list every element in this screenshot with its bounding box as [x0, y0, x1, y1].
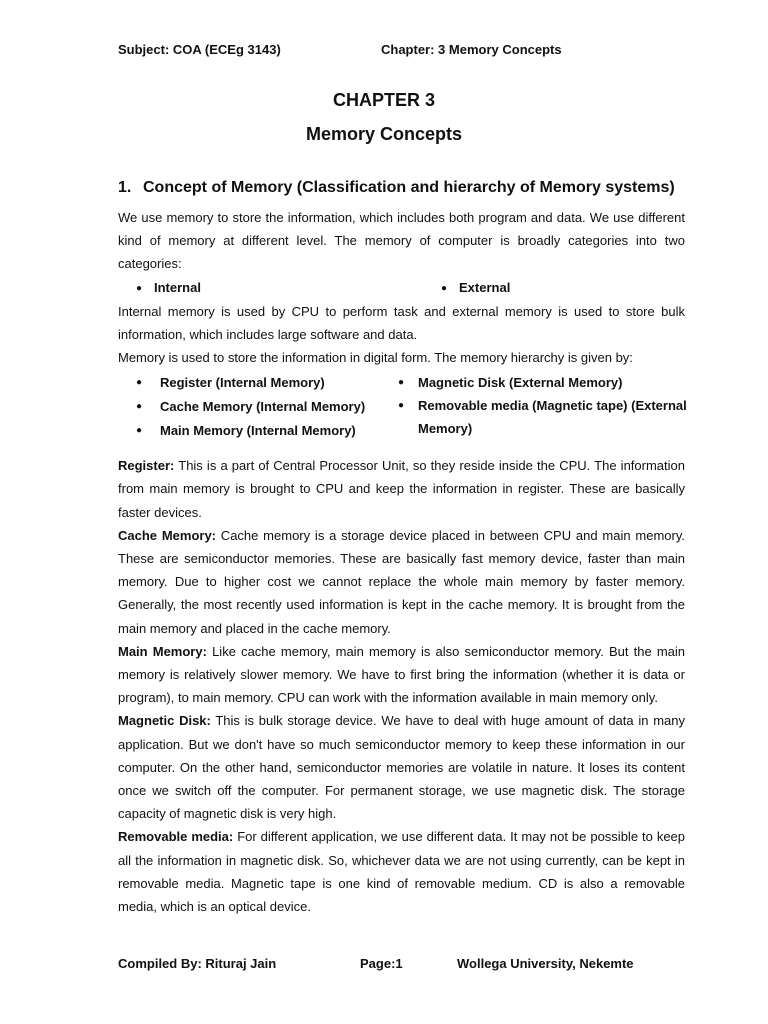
footer-author: Compiled By: Rituraj Jain: [118, 956, 277, 971]
bullet-icon: ●: [136, 401, 143, 413]
hierarchy-label: Magnetic Disk (External Memory): [418, 375, 623, 391]
bullet-icon: ●: [441, 282, 448, 294]
main-content: [118, 176, 685, 918]
bullet-icon: ●: [398, 377, 405, 389]
hierarchy-list: [118, 371, 685, 443]
bullet-icon: ●: [136, 282, 143, 294]
definition-text: For different application, we use different data. It may not be possible to keep all the information in magnetic disk. So, whichever data we are not using currently, can be kept in removable media. Magnetic tape is one kind of removable medium. CD is also a removable media, which is an optical device.: [118, 829, 686, 915]
hierarchy-intro: Memory is used to store the information in digital form. The memory hierarchy is given by:: [118, 350, 633, 366]
hierarchy-left-column: [118, 371, 388, 443]
category-label: Internal: [154, 279, 201, 295]
definition-text: This is bulk storage device. We have to deal with huge amount of data in many application. But we don't have so much semiconductor memory to keep these information in our computer. On the other hand, semiconductor memories are volatile in nature. It loses its content once we switch off the computer. For permanent storage, we use magnetic disk. The storage capacity of magnetic disk is very high.: [118, 713, 685, 822]
list-item: [136, 276, 201, 300]
bullet-icon: ●: [136, 377, 143, 389]
definition-text: Cache memory is a storage device placed in between CPU and main memory. These are semiconductor memories. These are basically fast memory device, faster than main memory. Due to higher cost we cannot replace the whole main memory by faster memory. Generally, the most recently used information is kept in the cache memory. It is brought from the main memory and placed in the cache memory.: [118, 527, 685, 636]
bullet-icon: ●: [398, 400, 405, 412]
definition-text: Like cache memory, main memory is also semiconductor memory. But the main memory is relatively slower memory. We have to first bring the information (whether it is data or program), to main memory. CPU can work with the information available in main memory only.: [118, 643, 685, 706]
title-block: [0, 88, 768, 146]
topic-title: Memory Concepts: [305, 124, 463, 144]
definition-magnetic-disk: [118, 709, 685, 825]
definition-term: Removable media:: [118, 829, 234, 845]
page-header: [118, 42, 678, 60]
hierarchy-label: Cache Memory (Internal Memory): [160, 399, 366, 415]
definition-main-memory: [118, 640, 685, 710]
definition-text: This is a part of Central Processor Unit, so they reside inside the CPU. The information from main memory is brought to CPU and keep the information in register. These are basically faster devices.: [118, 458, 685, 520]
footer-institution: Wollega University, Nekemte: [457, 956, 634, 971]
hierarchy-right-column: [398, 371, 688, 440]
list-item: [118, 395, 388, 419]
definition-term: Cache Memory:: [118, 527, 216, 543]
definition-term: Register:: [118, 458, 175, 474]
list-item: [441, 276, 510, 300]
list-item: [118, 371, 388, 395]
list-item: [398, 394, 688, 440]
category-list: [118, 276, 685, 300]
section-heading: [118, 176, 685, 200]
bullet-icon: ●: [136, 425, 143, 437]
definition-term: Magnetic Disk:: [118, 713, 211, 729]
section-title: Concept of Memory (Classification and hierarchy of Memory systems): [143, 179, 675, 196]
definition-term: Main Memory:: [118, 643, 207, 659]
hierarchy-label: Removable media (Magnetic tape) (External Memory): [418, 398, 687, 437]
footer-page-number: Page:1: [360, 956, 403, 971]
list-item: [118, 419, 388, 443]
intro-paragraph: We use memory to store the information, which includes both program and data. We use different kind of memory at different level. The memory of computer is broadly categories into two categories:: [118, 210, 685, 272]
header-subject: Subject: COA (ECEg 3143): [118, 42, 281, 57]
definition-removable-media: [118, 825, 685, 918]
hierarchy-label: Main Memory (Internal Memory): [160, 423, 356, 439]
chapter-title: CHAPTER 3: [332, 90, 435, 110]
section-number: 1.: [118, 179, 132, 196]
definition-cache-memory: [118, 524, 685, 640]
internal-external-paragraph: Internal memory is used by CPU to perform task and external memory is used to store bulk information, which includes large software and data.: [118, 303, 685, 342]
category-label: External: [459, 279, 511, 295]
list-item: [398, 371, 688, 394]
definition-register: [118, 454, 685, 524]
hierarchy-label: Register (Internal Memory): [160, 375, 325, 391]
header-chapter: Chapter: 3 Memory Concepts: [381, 42, 562, 57]
